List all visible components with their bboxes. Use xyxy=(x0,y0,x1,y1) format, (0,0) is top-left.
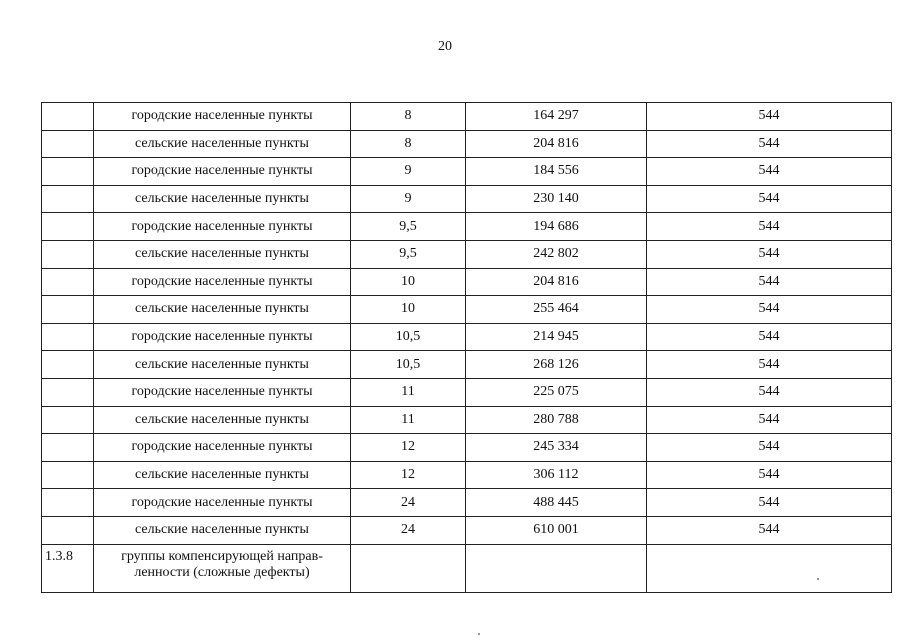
settlement-type-cell: городские населенные пункты xyxy=(94,489,351,517)
count-cell: 9,5 xyxy=(351,213,466,241)
item-number-cell: 1.3.8 xyxy=(42,544,94,592)
item-number-cell xyxy=(42,323,94,351)
page-number: 20 xyxy=(438,39,452,54)
cost-cell: 488 445 xyxy=(466,489,647,517)
days-cell: 544 xyxy=(647,461,892,489)
settlement-type-cell: городские населенные пункты xyxy=(94,378,351,406)
settlement-type-cell: сельские населенные пункты xyxy=(94,406,351,434)
cost-cell: 255 464 xyxy=(466,296,647,324)
settlement-type-cell: городские населенные пункты xyxy=(94,213,351,241)
cost-cell: 204 816 xyxy=(466,130,647,158)
item-number-cell xyxy=(42,296,94,324)
days-cell: 544 xyxy=(647,434,892,462)
item-number-cell xyxy=(42,103,94,131)
table-row-group-header xyxy=(42,544,892,592)
days-cell: 544 xyxy=(647,406,892,434)
table-row xyxy=(42,185,892,213)
settlement-type-cell: городские населенные пункты xyxy=(94,268,351,296)
item-number-cell xyxy=(42,130,94,158)
item-number-cell xyxy=(42,378,94,406)
table-row xyxy=(42,434,892,462)
days-cell: 544 xyxy=(647,130,892,158)
days-cell: 544 xyxy=(647,268,892,296)
count-cell xyxy=(351,544,466,592)
item-number-cell xyxy=(42,516,94,544)
days-cell: 544 xyxy=(647,296,892,324)
days-cell xyxy=(647,544,892,592)
settlement-type-cell: сельские населенные пункты xyxy=(94,461,351,489)
count-cell: 8 xyxy=(351,130,466,158)
table-row xyxy=(42,240,892,268)
cost-cell: 225 075 xyxy=(466,378,647,406)
cost-cell: 214 945 xyxy=(466,323,647,351)
count-cell: 10,5 xyxy=(351,323,466,351)
scan-speck xyxy=(478,633,480,635)
item-number-cell xyxy=(42,213,94,241)
settlement-type-cell: сельские населенные пункты xyxy=(94,185,351,213)
category-name-text: группы компенсирующей направ-ленности (сложные дефекты) xyxy=(121,548,323,580)
days-cell: 544 xyxy=(647,158,892,186)
days-cell: 544 xyxy=(647,516,892,544)
item-number-cell xyxy=(42,406,94,434)
settlement-type-cell: городские населенные пункты xyxy=(94,323,351,351)
count-cell: 24 xyxy=(351,489,466,517)
days-cell: 544 xyxy=(647,351,892,379)
table-row xyxy=(42,296,892,324)
days-cell: 544 xyxy=(647,323,892,351)
days-cell: 544 xyxy=(647,213,892,241)
cost-cell: 268 126 xyxy=(466,351,647,379)
cost-cell: 204 816 xyxy=(466,268,647,296)
days-cell: 544 xyxy=(647,103,892,131)
table-row xyxy=(42,158,892,186)
settlement-type-cell: городские населенные пункты xyxy=(94,158,351,186)
item-number-cell xyxy=(42,268,94,296)
table-row xyxy=(42,516,892,544)
days-cell: 544 xyxy=(647,185,892,213)
cost-cell: 164 297 xyxy=(466,103,647,131)
table-row xyxy=(42,323,892,351)
settlement-type-cell: сельские населенные пункты xyxy=(94,516,351,544)
count-cell: 12 xyxy=(351,461,466,489)
cost-cell: 242 802 xyxy=(466,240,647,268)
scan-speck xyxy=(817,578,819,580)
item-number-cell xyxy=(42,434,94,462)
item-number-cell xyxy=(42,351,94,379)
table-row xyxy=(42,378,892,406)
count-cell: 24 xyxy=(351,516,466,544)
item-number-cell xyxy=(42,461,94,489)
cost-cell: 230 140 xyxy=(466,185,647,213)
table-row xyxy=(42,406,892,434)
days-cell: 544 xyxy=(647,378,892,406)
settlement-type-cell: сельские населенные пункты xyxy=(94,240,351,268)
settlement-type-cell: сельские населенные пункты xyxy=(94,296,351,324)
cost-cell: 610 001 xyxy=(466,516,647,544)
item-number-cell xyxy=(42,240,94,268)
category-name-cell xyxy=(94,544,351,592)
count-cell: 12 xyxy=(351,434,466,462)
table-body xyxy=(42,103,892,593)
count-cell: 9 xyxy=(351,158,466,186)
count-cell: 9 xyxy=(351,185,466,213)
table-row xyxy=(42,130,892,158)
settlement-type-cell: городские населенные пункты xyxy=(94,103,351,131)
table-row xyxy=(42,213,892,241)
item-number-cell xyxy=(42,489,94,517)
count-cell: 8 xyxy=(351,103,466,131)
cost-cell: 194 686 xyxy=(466,213,647,241)
cost-cell xyxy=(466,544,647,592)
count-cell: 10 xyxy=(351,268,466,296)
cost-cell: 245 334 xyxy=(466,434,647,462)
table-row xyxy=(42,351,892,379)
count-cell: 11 xyxy=(351,406,466,434)
cost-cell: 306 112 xyxy=(466,461,647,489)
table-row xyxy=(42,103,892,131)
item-number-cell xyxy=(42,185,94,213)
count-cell: 10,5 xyxy=(351,351,466,379)
cost-cell: 280 788 xyxy=(466,406,647,434)
count-cell: 11 xyxy=(351,378,466,406)
table-row xyxy=(42,268,892,296)
days-cell: 544 xyxy=(647,240,892,268)
data-table xyxy=(41,102,892,593)
settlement-type-cell: сельские населенные пункты xyxy=(94,351,351,379)
table-row xyxy=(42,461,892,489)
days-cell: 544 xyxy=(647,489,892,517)
count-cell: 10 xyxy=(351,296,466,324)
table-row xyxy=(42,489,892,517)
settlement-type-cell: городские населенные пункты xyxy=(94,434,351,462)
count-cell: 9,5 xyxy=(351,240,466,268)
cost-cell: 184 556 xyxy=(466,158,647,186)
item-number-cell xyxy=(42,158,94,186)
settlement-type-cell: сельские населенные пункты xyxy=(94,130,351,158)
